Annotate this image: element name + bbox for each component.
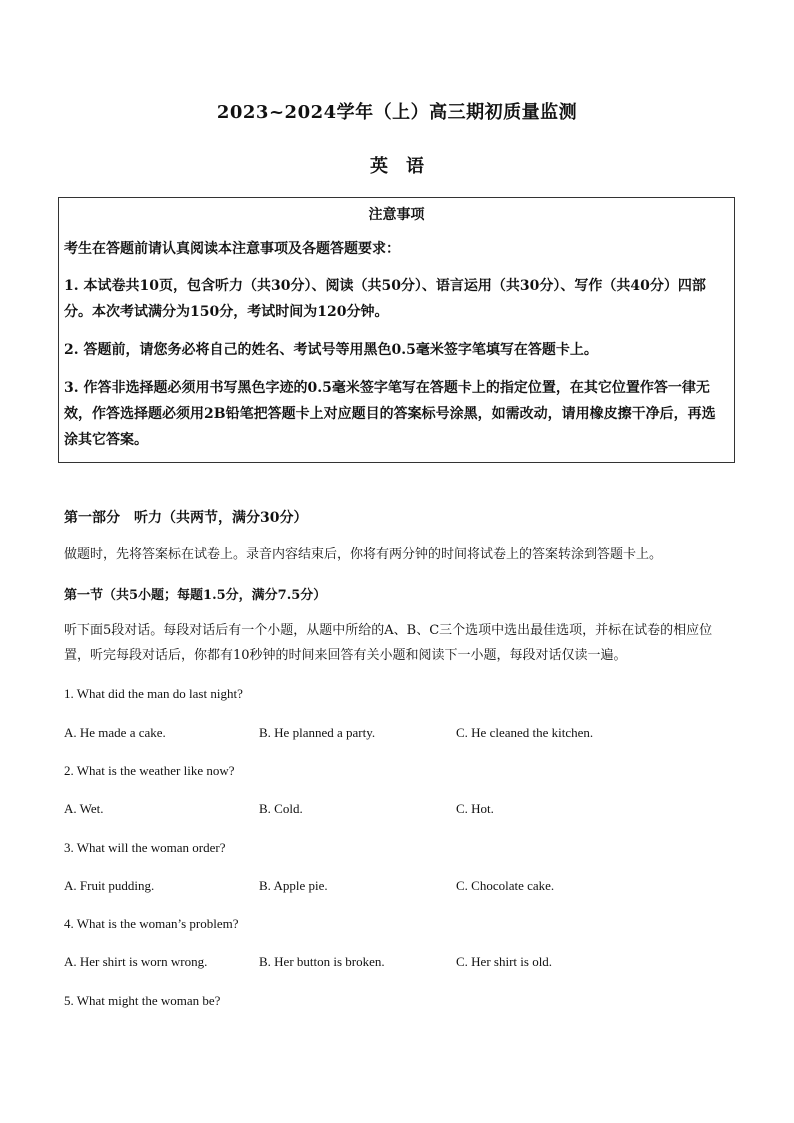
question-1-option-c: C. He cleaned the kitchen. [456, 725, 594, 740]
question-5-stem: 5. What might the woman be? [64, 993, 221, 1008]
question-4-option-c: C. Her shirt is old. [456, 954, 553, 969]
question-4-option-a: A. Her shirt is worn wrong. [64, 954, 208, 969]
question-1-option-a: A. He made a cake. [64, 725, 166, 740]
exam-title: 2023~2024学年（上）高三期初质量监测 [216, 102, 578, 123]
notice-item-1: 1. 本试卷共10页，包含听力（共30分）、阅读（共50分）、语言运用（共30分）、写作（共40分）四部分。本次考试满分为150分，考试时间为120分钟。 [64, 278, 706, 320]
section1-instruction: 听下面5段对话。每段对话后有一个小题，从题中所给的A、B、C三个选项中选出最佳选项，并标在试卷的相应位置，听完每段对话后，你都有10秒钟的时间来回答有关小题和阅读下一小题，每段对话仅读一遍。 [64, 623, 713, 663]
section1-heading: 第一节（共5小题；每题1.5分，满分7.5分） [64, 588, 327, 603]
notice-box [58, 197, 735, 463]
question-3-option-b: B. Apple pie. [259, 878, 328, 893]
subject-title: 英语 [370, 156, 442, 177]
notice-title: 注意事项 [368, 207, 425, 223]
question-1-stem: 1. What did the man do last night? [64, 686, 243, 701]
question-2-option-c: C. Hot. [456, 801, 494, 816]
notice-intro: 考生在答题前请认真阅读本注意事项及各题答题要求： [64, 241, 400, 257]
notice-item-2: 2. 答题前，请您务必将自己的姓名、考试号等用黑色0.5毫米签字笔填写在答题卡上。 [64, 342, 598, 358]
part1-instruction: 做题时，先将答案标在试卷上。录音内容结束后，你将有两分钟的时间将试卷上的答案转涂到答题卡上。 [64, 547, 663, 562]
question-2-option-a: A. Wet. [64, 801, 104, 816]
part1-heading: 第一部分 听力（共两节，满分30分） [64, 510, 308, 526]
question-2-option-b: B. Cold. [259, 801, 303, 816]
question-3-option-a: A. Fruit pudding. [64, 878, 155, 893]
question-3-option-c: C. Chocolate cake. [456, 878, 555, 893]
question-4-option-b: B. Her button is broken. [259, 954, 385, 969]
question-1-option-b: B. He planned a party. [259, 725, 376, 740]
notice-item-3: 3. 作答非选择题必须用书写黑色字迹的0.5毫米签字笔写在答题卡上的指定位置，在其它位置作答一律无效，作答选择题必须用2B铅笔把答题卡上对应题目的答案标号涂黑，如需改动，请用橡皮擦干净后，再选涂其它答案。 [64, 380, 716, 448]
question-3-stem: 3. What will the woman order? [64, 840, 226, 855]
question-4-stem: 4. What is the woman’s problem? [64, 916, 239, 931]
question-2-stem: 2. What is the weather like now? [64, 763, 235, 778]
